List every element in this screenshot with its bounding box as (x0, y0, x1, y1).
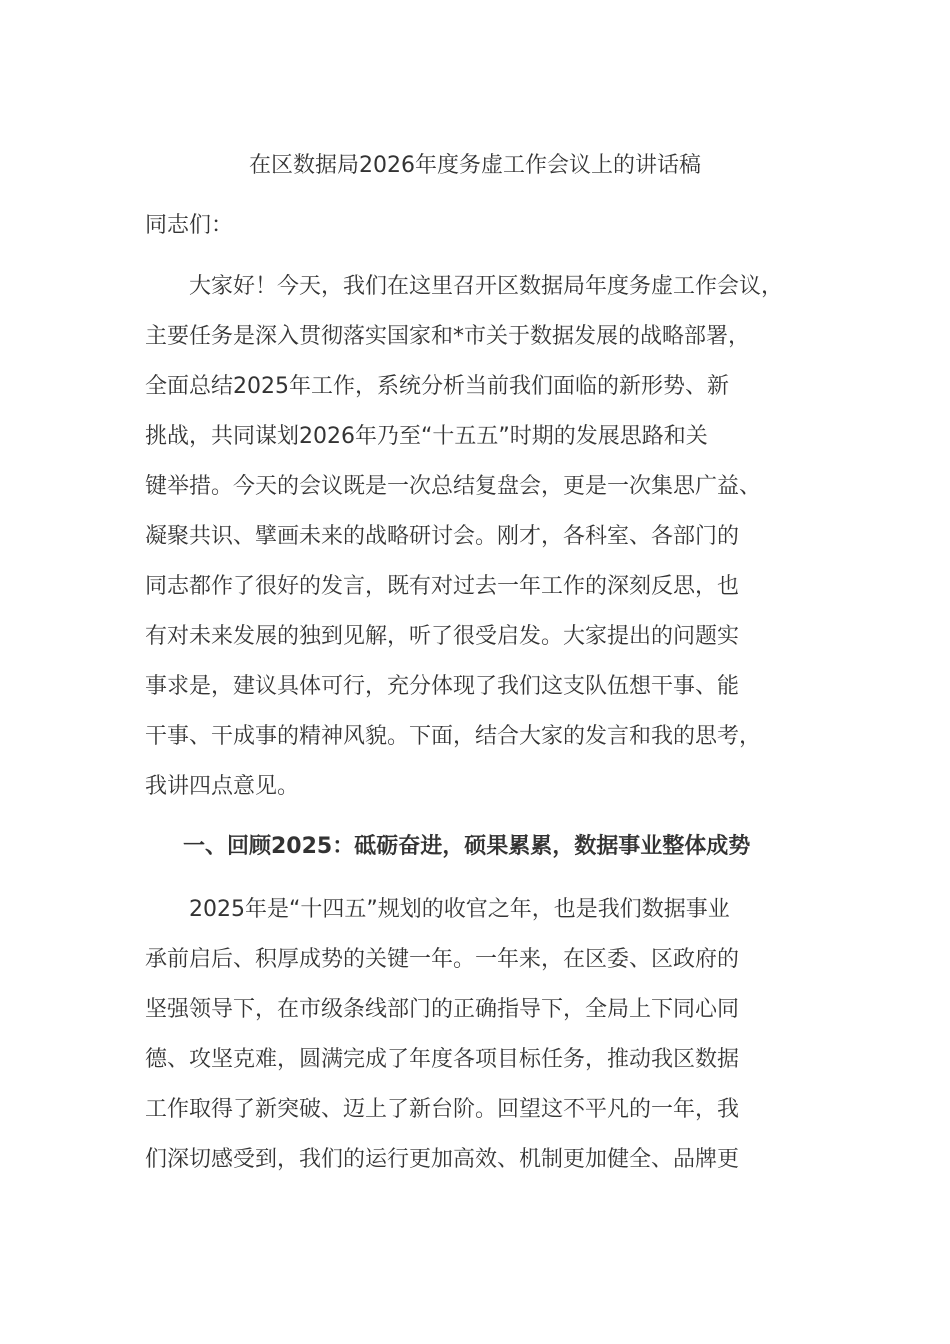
text-line: 全面总结2025年工作，系统分析当前我们面临的新形势、新 (145, 374, 729, 399)
section1-paragraph (145, 885, 810, 1185)
text-line: 有对未来发展的独到见解，听了很受启发。大家提出的问题实 (145, 624, 740, 649)
text-line: 干事、干成事的精神风貌。下面，结合大家的发言和我的思考， (145, 724, 762, 749)
section-heading-1: 一、回顾2025：砥砺奋进，硕果累累，数据事业整体成势 (183, 834, 751, 859)
text-line: 键举措。今天的会议既是一次总结复盘会，更是一次集思广益、 (145, 474, 762, 499)
text-line: 大家好！今天，我们在这里召开区数据局年度务虚工作会议， (145, 274, 784, 299)
text-line: 们深切感受到，我们的运行更加高效、机制更加健全、品牌更 (145, 1147, 740, 1172)
text-line: 挑战，共同谋划2026年乃至“十五五”时期的发展思路和关 (145, 424, 708, 449)
text-line: 工作取得了新突破、迈上了新台阶。回望这不平凡的一年，我 (145, 1097, 740, 1122)
text-line: 2025年是“十四五”规划的收官之年，也是我们数据事业 (145, 897, 730, 922)
intro-paragraph (145, 262, 810, 812)
text-line: 德、攻坚克难，圆满完成了年度各项目标任务，推动我区数据 (145, 1047, 740, 1072)
text-line: 坚强领导下，在市级条线部门的正确指导下，全局上下同心同 (145, 997, 740, 1022)
salutation: 同志们： (145, 213, 234, 238)
text-line: 凝聚共识、擘画未来的战略研讨会。刚才，各科室、各部门的 (145, 524, 740, 549)
text-line: 承前启后、积厚成势的关键一年。一年来，在区委、区政府的 (145, 947, 740, 972)
document-title: 在区数据局2026年度务虚工作会议上的讲话稿 (249, 153, 701, 178)
text-line: 主要任务是深入贯彻落实国家和*市关于数据发展的战略部署， (145, 324, 751, 349)
text-line: 事求是，建议具体可行，充分体现了我们这支队伍想干事、能 (145, 674, 740, 699)
text-line: 同志都作了很好的发言，既有对过去一年工作的深刻反思，也 (145, 574, 740, 599)
text-line: 我讲四点意见。 (145, 774, 300, 799)
